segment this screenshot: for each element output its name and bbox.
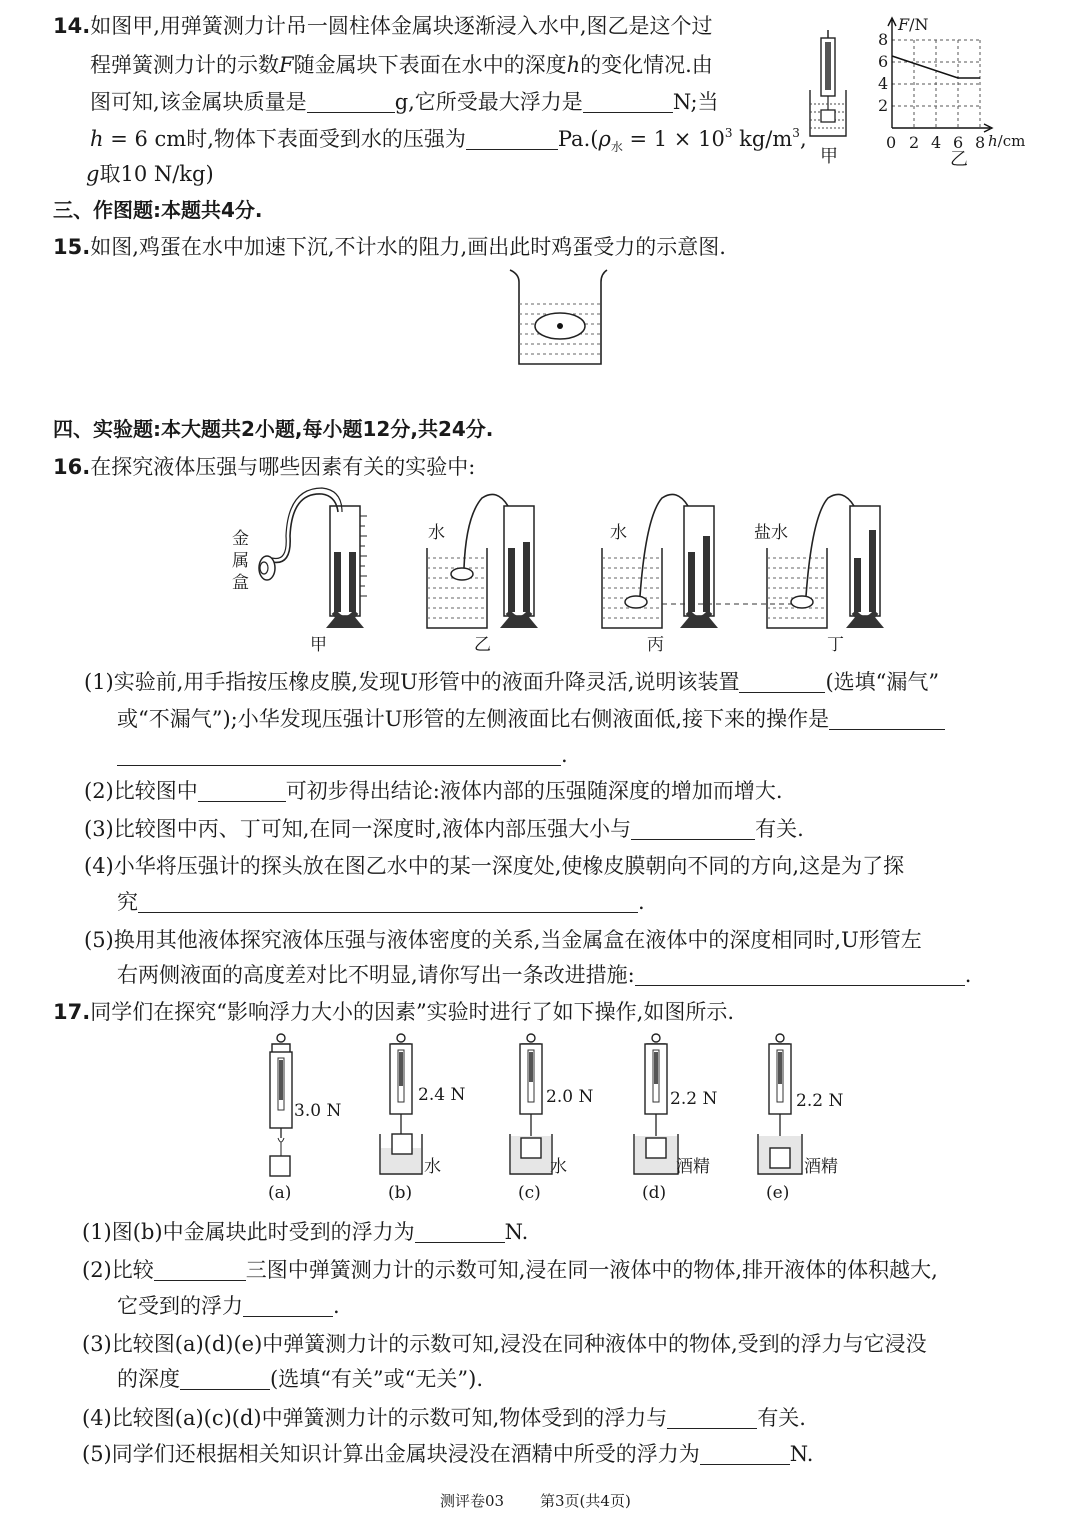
svg-text:4: 4 — [931, 133, 942, 152]
q17-larger-blank[interactable] — [243, 1294, 333, 1317]
q16-apparatus-yi — [427, 494, 538, 655]
svg-text:盒: 盒 — [232, 573, 249, 593]
q16-leak-blank[interactable] — [739, 670, 825, 693]
q17-buoyancy-b-blank[interactable] — [415, 1220, 505, 1243]
section-3-heading: 三、作图题:本题共4分. — [53, 198, 263, 222]
svg-text:2.2 N: 2.2 N — [796, 1091, 844, 1111]
q16-part-2: (2)比较图中 可初步得出结论:液体内部的压强随深度的增加而增大. — [84, 779, 783, 803]
q15-line: 15.如图,鸡蛋在水中加速下沉,不计水的阻力,画出此时鸡蛋受力的示意图. — [53, 235, 726, 259]
svg-text:3.0 N: 3.0 N — [294, 1101, 342, 1121]
svg-text:h/cm: h/cm — [988, 132, 1026, 150]
q16-part-1-line-3: . — [117, 741, 568, 769]
q17-scale-e — [758, 1034, 843, 1203]
q17-depth-blank[interactable] — [180, 1367, 270, 1390]
svg-text:水: 水 — [550, 1157, 567, 1177]
svg-text:属: 属 — [232, 551, 249, 571]
q16-part-5-line-1: (5)换用其他液体探究液体压强与液体密度的关系,当金属盒在液体中的深度相同时,U形管左 — [84, 928, 922, 952]
q14-figure-jia — [800, 30, 870, 170]
svg-text:2.4 N: 2.4 N — [418, 1085, 466, 1105]
q17-scale-c — [510, 1034, 593, 1203]
q17-intro: 17.同学们在探究“影响浮力大小的因素”实验时进行了如下操作,如图所示. — [53, 1000, 735, 1024]
q14-line-2: 程弹簧测力计的示数F随金属块下表面在水中的深度h的变化情况.由 — [90, 53, 713, 77]
svg-text:6: 6 — [878, 52, 889, 71]
q17-part-2-line-2: 它受到的浮力 . — [117, 1294, 340, 1318]
q14-buoyancy-blank[interactable] — [583, 90, 673, 113]
q14-fig-yi-label: 乙 — [950, 149, 968, 167]
q15-beaker-egg — [505, 266, 610, 371]
q16-intro: 16.在探究液体压强与哪些因素有关的实验中: — [53, 455, 476, 479]
svg-text:8: 8 — [975, 133, 986, 152]
svg-text:甲: 甲 — [310, 635, 327, 655]
q16-part-1-line-1: (1)实验前,用手指按压橡皮膜,发现U形管中的液面升降灵活,说明该装置 (选填“漏气” — [84, 670, 940, 694]
svg-text:6: 6 — [953, 133, 964, 152]
q17-part-1: (1)图(b)中金属块此时受到的浮力为 N. — [82, 1220, 529, 1244]
q16-factor-blank[interactable] — [631, 817, 755, 840]
q17-three-figures-blank[interactable] — [154, 1258, 246, 1281]
q14-pressure-blank[interactable] — [466, 127, 558, 150]
footer-paper-id: 测评卷03 — [440, 1492, 505, 1510]
svg-text:F/N: F/N — [898, 15, 929, 34]
svg-text:(c): (c) — [518, 1183, 541, 1203]
q16-apparatus-bing — [602, 494, 718, 655]
svg-text:4: 4 — [878, 74, 889, 93]
q14-line-4: h = 6 cm时,物体下表面受到水的压强为 $Pa.(\rho_水 = 1 \times 10^3$ $kg/m^3$, — [90, 126, 807, 155]
q16-figure — [222, 486, 892, 656]
q17-related-blank[interactable] — [667, 1406, 757, 1429]
q17-figure — [248, 1030, 868, 1210]
q16-next-step-blank-b[interactable] — [117, 743, 561, 766]
q17-scale-a — [268, 1034, 341, 1203]
q14-fig-jia-label: 甲 — [820, 146, 838, 167]
section-4-heading: 四、实验题:本大题共2小题,每小题12分,共24分. — [53, 417, 494, 441]
svg-text:8: 8 — [878, 30, 889, 49]
svg-text:2.0 N: 2.0 N — [546, 1087, 594, 1107]
q16-next-step-blank-a[interactable] — [829, 707, 945, 730]
q17-part-3-line-2: 的深度 (选填“有关”或“无关”). — [117, 1367, 484, 1391]
q17-scale-b — [380, 1034, 465, 1203]
svg-text:水: 水 — [610, 523, 627, 543]
q17-part-4: (4)比较图(a)(c)(d)中弹簧测力计的示数可知,物体受到的浮力与 有关. — [82, 1406, 806, 1430]
q16-apparatus-ding — [754, 494, 884, 655]
svg-text:乙: 乙 — [474, 635, 491, 655]
svg-text:(e): (e) — [766, 1183, 790, 1203]
q16-part-4-line-1: (4)小华将压强计的探头放在图乙水中的某一深度处,使橡皮膜朝向不同的方向,这是为了探 — [84, 854, 905, 878]
svg-text:金: 金 — [232, 529, 249, 549]
svg-text:2: 2 — [878, 96, 889, 115]
q17-scale-d — [634, 1034, 717, 1203]
svg-text:盐水: 盐水 — [754, 523, 788, 543]
q16-part-1-line-2: 或“不漏气”);小华发现压强计U形管的左侧液面比右侧液面低,接下来的操作是 — [117, 705, 945, 733]
q16-part-5-line-2: 右两侧液面的高度差对比不明显,请你写出一条改进措施: . — [117, 963, 972, 987]
q14-line-5: g取10 N/kg) — [86, 162, 214, 186]
q14-number: 14. — [53, 14, 91, 38]
q14-graph-grid — [892, 40, 980, 128]
q14-line-3: 图可知,该金属块质量是 g,它所受最大浮力是 N;当 — [90, 90, 719, 114]
svg-text:酒精: 酒精 — [676, 1157, 710, 1177]
svg-text:水: 水 — [428, 523, 445, 543]
q16-compare-blank[interactable] — [198, 779, 286, 802]
svg-text:(b): (b) — [388, 1183, 413, 1203]
svg-text:0: 0 — [886, 133, 897, 152]
svg-text:水: 水 — [424, 1157, 441, 1177]
q17-part-2-line-1: (2)比较 三图中弹簧测力计的示数可知,浸在同一液体中的物体,排开液体的体积越大, — [82, 1258, 938, 1282]
q14-mass-blank[interactable] — [307, 90, 395, 113]
q14-graph-yi — [872, 12, 1040, 167]
q17-part-5: (5)同学们还根据相关知识计算出金属块浸没在酒精中所受的浮力为 N. — [82, 1442, 814, 1466]
svg-text:丁: 丁 — [827, 635, 844, 655]
svg-text:酒精: 酒精 — [804, 1157, 838, 1177]
svg-text:2: 2 — [909, 133, 920, 152]
svg-text:(a): (a) — [268, 1183, 292, 1203]
svg-text:丙: 丙 — [647, 635, 664, 655]
footer-page-number: 第3页(共4页) — [540, 1492, 631, 1510]
q16-explore-blank[interactable] — [138, 890, 638, 913]
q16-improve-blank[interactable] — [635, 963, 965, 986]
q17-alcohol-buoyancy-blank[interactable] — [700, 1442, 790, 1465]
q14-line-1: 14.如图甲,用弹簧测力计吊一圆柱体金属块逐渐浸入水中,图乙是这个过 — [53, 14, 713, 38]
svg-text:2.2 N: 2.2 N — [670, 1089, 718, 1109]
q16-part-4-line-2: 究 . — [117, 890, 645, 914]
q17-part-3-line-1: (3)比较图(a)(d)(e)中弹簧测力计的示数可知,浸没在同种液体中的物体,受到的浮力与它浸没 — [82, 1332, 927, 1356]
q16-apparatus-jia — [232, 488, 367, 655]
q16-part-3: (3)比较图中丙、丁可知,在同一深度时,液体内部压强大小与 有关. — [84, 817, 804, 841]
svg-text:(d): (d) — [642, 1183, 667, 1203]
